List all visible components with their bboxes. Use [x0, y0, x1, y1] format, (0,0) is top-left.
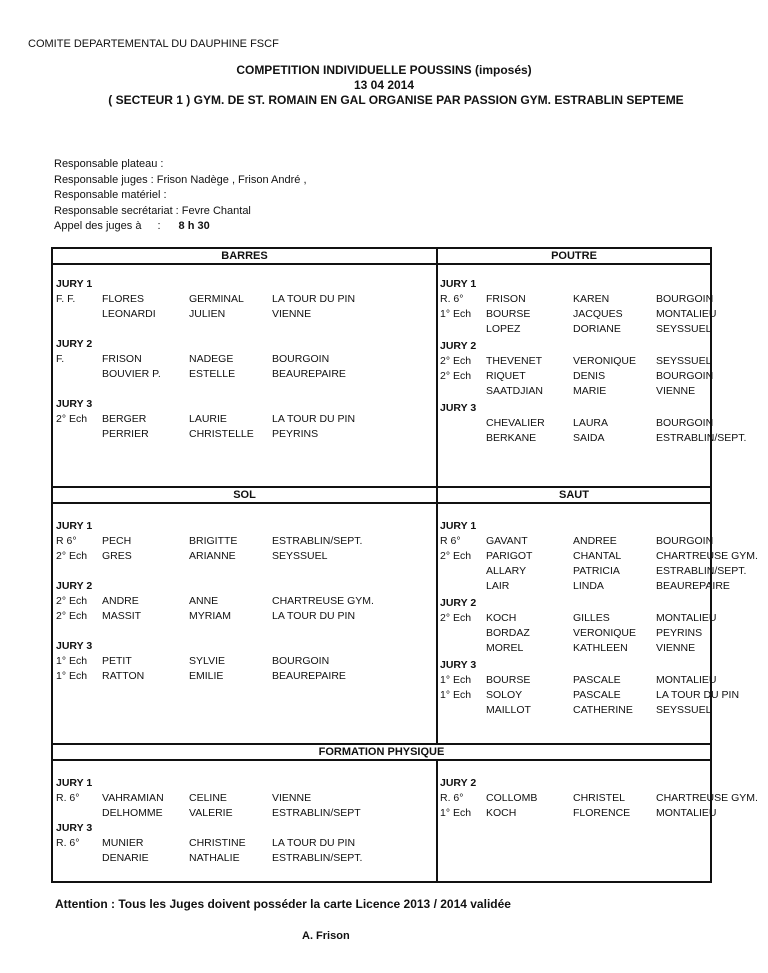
- judge-firstname: ARIANNE: [189, 550, 236, 562]
- judge-grade: 1° Ech: [440, 674, 472, 686]
- jury-label: JURY 1: [56, 520, 93, 532]
- judge-row: [390, 416, 714, 431]
- responsable-secretariat: Responsable secrétariat : Fevre Chantal: [54, 204, 251, 217]
- judge-lastname: MASSIT: [102, 610, 142, 622]
- judge-row: [56, 806, 434, 821]
- judge-club: PEYRINS: [272, 428, 319, 440]
- grid-line: [53, 502, 710, 504]
- judge-row: [56, 851, 434, 866]
- judge-firstname: CHANTAL: [573, 550, 622, 562]
- judge-firstname: GILLES: [573, 612, 610, 624]
- judge-row: [390, 611, 717, 626]
- judge-club: ESTRABLIN/SEPT.: [656, 432, 747, 444]
- judge-grade: 2° Ech: [440, 612, 472, 624]
- judge-firstname: ANDREE: [573, 535, 617, 547]
- judge-firstname: MYRIAM: [189, 610, 231, 622]
- judge-row: [390, 641, 710, 656]
- judge-firstname: JACQUES: [573, 308, 623, 320]
- judge-firstname: PASCALE: [573, 674, 621, 686]
- judge-club: CHARTREUSE GYM.: [272, 595, 374, 607]
- panel-barres: [56, 277, 434, 442]
- judge-firstname: FLORENCE: [573, 807, 631, 819]
- judge-lastname: BERKANE: [486, 432, 537, 444]
- responsibles-block: [54, 157, 307, 235]
- judge-lastname: RATTON: [102, 670, 145, 682]
- judge-lastname: BOURSE: [486, 674, 531, 686]
- judge-row: [390, 688, 740, 703]
- judge-lastname: BOURSE: [486, 308, 531, 320]
- judge-firstname: ESTELLE: [189, 368, 236, 380]
- judge-lastname: MOREL: [486, 642, 524, 654]
- judge-row: [390, 549, 758, 564]
- judge-club: MONTALIEU: [656, 612, 717, 624]
- judge-lastname: DENARIE: [102, 852, 149, 864]
- judge-lastname: FRISON: [486, 293, 526, 305]
- judge-row: [390, 292, 714, 307]
- judge-firstname: VALERIE: [189, 807, 233, 819]
- judge-club: BEAUREPAIRE: [272, 670, 346, 682]
- panel-saut: [390, 519, 758, 718]
- judge-club: LA TOUR DU PIN: [272, 293, 356, 305]
- panel-formation-left: [56, 776, 434, 866]
- judge-grade: R 6°: [440, 535, 461, 547]
- judge-grade: 2° Ech: [440, 550, 472, 562]
- judge-row: [56, 609, 434, 624]
- judge-club: SEYSSUEL: [656, 704, 712, 716]
- judge-lastname: LEONARDI: [102, 308, 156, 320]
- judge-club: PEYRINS: [656, 627, 703, 639]
- grid-line: [53, 263, 710, 265]
- judge-grade: 2° Ech: [56, 610, 88, 622]
- judge-firstname: GERMINAL: [189, 293, 244, 305]
- responsable-materiel: Responsable matériel :: [54, 189, 167, 201]
- judge-row: [390, 579, 730, 594]
- judge-club: VIENNE: [272, 792, 312, 804]
- judge-firstname: MARIE: [573, 385, 607, 397]
- judge-lastname: GRES: [102, 550, 132, 562]
- judge-grade: F. F.: [56, 293, 76, 305]
- panel-poutre: [390, 277, 747, 446]
- judge-grade: 2° Ech: [56, 550, 88, 562]
- judge-lastname: SAATDJIAN: [486, 385, 543, 397]
- judge-club: LA TOUR DU PIN: [272, 837, 356, 849]
- judge-row: [390, 626, 710, 641]
- jury-label: JURY 2: [440, 597, 477, 609]
- jury-label: JURY 2: [440, 777, 477, 789]
- competition-title: COMPETITION INDIVIDUELLE POUSSINS (imposés): [236, 63, 532, 77]
- jury-label: JURY 3: [440, 402, 477, 414]
- jury-label: JURY 3: [56, 822, 93, 834]
- judge-row: [56, 292, 434, 307]
- responsable-juges: Responsable juges : Frison Nadège , Frison André ,: [54, 173, 307, 186]
- judge-row: [56, 654, 434, 669]
- appel-time: 8 h 30: [178, 220, 210, 232]
- judge-lastname: COLLOMB: [486, 792, 538, 804]
- judge-grade: 1° Ech: [56, 655, 88, 667]
- judge-grade: 1° Ech: [440, 807, 472, 819]
- judge-club: SEYSSUEL: [656, 355, 712, 367]
- judge-firstname: SAIDA: [573, 432, 605, 444]
- judge-club: ESTRABLIN/SEPT.: [272, 852, 363, 864]
- judge-club: BOURGOIN: [272, 353, 330, 365]
- judge-firstname: SYLVIE: [189, 655, 225, 667]
- judge-lastname: GAVANT: [486, 535, 528, 547]
- judge-row: [56, 367, 434, 382]
- judge-row: [390, 307, 717, 322]
- judge-club: BOURGOIN: [272, 655, 330, 667]
- committee-name: COMITE DEPARTEMENTAL DU DAUPHINE FSCF: [28, 38, 279, 50]
- jury-label: JURY 2: [440, 340, 477, 352]
- judge-firstname: DENIS: [573, 370, 606, 382]
- judge-lastname: FLORES: [102, 293, 145, 305]
- judge-club: ESTRABLIN/SEPT: [272, 807, 361, 819]
- judge-row: [390, 322, 710, 337]
- panel-sol: [56, 519, 434, 684]
- panel-formation-right: [390, 776, 758, 821]
- jury-grid: [51, 247, 758, 883]
- judge-firstname: KATHLEEN: [573, 642, 628, 654]
- judge-club: BEAUREPAIRE: [272, 368, 346, 380]
- judge-lastname: BERGER: [102, 413, 147, 425]
- judge-firstname: NATHALIE: [189, 852, 240, 864]
- judge-row: [390, 673, 717, 688]
- judge-row: [390, 703, 710, 718]
- jury-label: JURY 2: [56, 580, 93, 592]
- judge-row: [390, 791, 758, 806]
- judge-lastname: ANDRE: [102, 595, 139, 607]
- judge-firstname: CELINE: [189, 792, 227, 804]
- judge-row: [390, 354, 710, 369]
- judge-row: [56, 412, 434, 427]
- appel-juges: [54, 219, 307, 235]
- judge-row: [390, 431, 747, 446]
- appel-label: Appel des juges à: [54, 220, 142, 232]
- judge-grade: 2° Ech: [440, 355, 472, 367]
- judge-lastname: BORDAZ: [486, 627, 530, 639]
- judge-lastname: FRISON: [102, 353, 142, 365]
- judge-lastname: PECH: [102, 535, 132, 547]
- judge-lastname: MAILLOT: [486, 704, 531, 716]
- attention-note: Attention : Tous les Juges doivent posséder la carte Licence 2013 / 2014 validée: [55, 897, 511, 911]
- judge-firstname: DORIANE: [573, 323, 621, 335]
- responsable-plateau: Responsable plateau :: [54, 158, 164, 170]
- judge-firstname: EMILIE: [189, 670, 224, 682]
- judge-grade: R. 6°: [56, 837, 80, 849]
- judge-club: BOURGOIN: [656, 535, 714, 547]
- judge-firstname: VERONIQUE: [573, 355, 637, 367]
- judge-row: [56, 669, 434, 684]
- judge-row: [56, 791, 434, 806]
- judge-club: VIENNE: [272, 308, 312, 320]
- judge-club: BOURGOIN: [656, 370, 714, 382]
- judge-firstname: CHRISTELLE: [189, 428, 254, 440]
- judge-grade: R. 6°: [440, 792, 464, 804]
- judge-row: [390, 534, 714, 549]
- judge-club: VIENNE: [656, 385, 696, 397]
- judge-firstname: LAURIE: [189, 413, 227, 425]
- judge-lastname: KOCH: [486, 807, 517, 819]
- judge-club: LA TOUR DU PIN: [656, 689, 740, 701]
- header-saut: SAUT: [559, 489, 589, 501]
- judge-row: [56, 307, 434, 322]
- signature: A. Frison: [302, 930, 350, 942]
- judge-lastname: THEVENET: [486, 355, 543, 367]
- judge-club: MONTALIEU: [656, 807, 717, 819]
- judge-grade: 1° Ech: [440, 308, 472, 320]
- header-formation: FORMATION PHYSIQUE: [318, 746, 445, 758]
- judge-row: [56, 836, 434, 851]
- judge-grade: 2° Ech: [56, 413, 88, 425]
- judge-grade: 2° Ech: [440, 370, 472, 382]
- judge-grade: 1° Ech: [440, 689, 472, 701]
- judge-lastname: BOUVIER P.: [102, 368, 161, 380]
- judge-row: [390, 806, 717, 821]
- judge-club: LA TOUR DU PIN: [272, 413, 356, 425]
- judge-firstname: ANNE: [189, 595, 219, 607]
- judge-row: [56, 427, 434, 442]
- judge-lastname: PETIT: [102, 655, 132, 667]
- judge-row: [390, 564, 747, 579]
- judge-lastname: VAHRAMIAN: [102, 792, 164, 804]
- judge-lastname: CHEVALIER: [486, 417, 545, 429]
- judge-firstname: VERONIQUE: [573, 627, 637, 639]
- judge-club: SEYSSUEL: [656, 323, 712, 335]
- jury-label: JURY 3: [56, 398, 93, 410]
- header-poutre: POUTRE: [551, 250, 597, 262]
- jury-label: JURY 1: [440, 278, 477, 290]
- judge-lastname: PERRIER: [102, 428, 149, 440]
- judge-firstname: CHRISTINE: [189, 837, 246, 849]
- judge-club: CHARTREUSE GYM.: [656, 550, 758, 562]
- jury-label: JURY 1: [440, 520, 477, 532]
- judge-club: ESTRABLIN/SEPT.: [272, 535, 363, 547]
- judge-lastname: MUNIER: [102, 837, 144, 849]
- jury-label: JURY 1: [56, 278, 93, 290]
- judge-club: MONTALIEU: [656, 308, 717, 320]
- jury-label: JURY 3: [440, 659, 477, 671]
- judge-row: [56, 534, 434, 549]
- judge-lastname: LAIR: [486, 580, 510, 592]
- judge-club: VIENNE: [656, 642, 696, 654]
- judge-lastname: LOPEZ: [486, 323, 521, 335]
- judge-club: BOURGOIN: [656, 293, 714, 305]
- competition-date: 13 04 2014: [353, 78, 415, 92]
- header-sol: SOL: [233, 489, 256, 501]
- judge-lastname: KOCH: [486, 612, 517, 624]
- judge-firstname: BRIGITTE: [189, 535, 238, 547]
- document-header: [0, 63, 768, 108]
- judge-lastname: ALLARY: [486, 565, 527, 577]
- judge-club: SEYSSUEL: [272, 550, 328, 562]
- jury-label: JURY 3: [56, 640, 93, 652]
- jury-label: JURY 1: [56, 777, 93, 789]
- judge-firstname: LINDA: [573, 580, 604, 592]
- judge-club: BOURGOIN: [656, 417, 714, 429]
- judge-grade: R. 6°: [56, 792, 80, 804]
- judge-grade: 1° Ech: [56, 670, 88, 682]
- judge-grade: 2° Ech: [56, 595, 88, 607]
- judge-firstname: JULIEN: [189, 308, 226, 320]
- jury-label: JURY 2: [56, 338, 93, 350]
- judge-lastname: RIQUET: [486, 370, 526, 382]
- judge-row: [390, 384, 710, 399]
- judge-grade: R. 6°: [440, 293, 464, 305]
- header-barres: BARRES: [221, 250, 268, 262]
- judge-firstname: CHRISTEL: [573, 792, 625, 804]
- judge-club: LA TOUR DU PIN: [272, 610, 356, 622]
- judge-lastname: PARIGOT: [486, 550, 533, 562]
- judge-club: CHARTREUSE GYM.: [656, 792, 758, 804]
- judge-row: [390, 369, 714, 384]
- judge-firstname: PASCALE: [573, 689, 621, 701]
- judge-firstname: CATHERINE: [573, 704, 633, 716]
- judge-grade: F.: [56, 353, 65, 365]
- judge-firstname: KAREN: [573, 293, 610, 305]
- sector-line: ( SECTEUR 1 ) GYM. DE ST. ROMAIN EN GAL ORGANISE PAR PASSION GYM. ESTRABLIN SEPTEME: [108, 93, 684, 107]
- appel-separator: :: [157, 220, 161, 232]
- judge-row: [56, 594, 434, 609]
- judge-grade: R 6°: [56, 535, 77, 547]
- judge-club: MONTALIEU: [656, 674, 717, 686]
- judge-firstname: LAURA: [573, 417, 609, 429]
- judge-firstname: NADEGE: [189, 353, 234, 365]
- judge-lastname: SOLOY: [486, 689, 523, 701]
- grid-line: [53, 759, 710, 761]
- judge-club: ESTRABLIN/SEPT.: [656, 565, 747, 577]
- judge-firstname: PATRICIA: [573, 565, 620, 577]
- judge-club: BEAUREPAIRE: [656, 580, 730, 592]
- judge-lastname: DELHOMME: [102, 807, 163, 819]
- judge-row: [56, 549, 434, 564]
- judge-row: [56, 352, 434, 367]
